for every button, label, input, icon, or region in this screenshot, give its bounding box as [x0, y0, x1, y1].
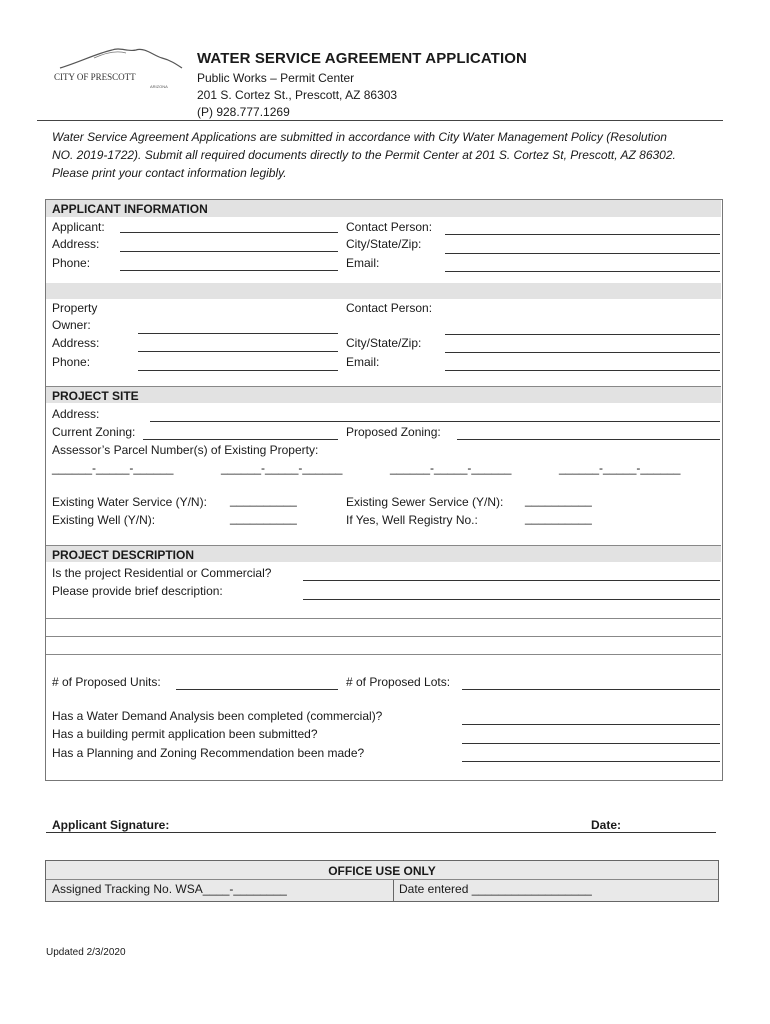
- address-line-2: 201 S. Cortez St., Prescott, AZ 86303: [197, 88, 398, 102]
- owner-property-label: Property: [52, 301, 98, 315]
- existing-well-label: Existing Well (Y/N):: [52, 513, 156, 527]
- applicant-address-label: Address:: [52, 237, 100, 251]
- intro-line-1: Water Service Agreement Applications are submitted in accordance with City Water Management Policy (Resolution: [52, 130, 667, 144]
- proposed-zoning-field[interactable]: [457, 439, 720, 440]
- description-line-2[interactable]: [46, 636, 721, 637]
- description-top-divider: [46, 545, 721, 546]
- site-heading: PROJECT SITE: [52, 389, 139, 403]
- page-title: WATER SERVICE AGREEMENT APPLICATION: [197, 50, 527, 67]
- proposed-lots-field[interactable]: [462, 689, 720, 690]
- intro-text: [52, 128, 722, 182]
- date-label: Date:: [591, 818, 622, 832]
- applicant-contact-label: Contact Person:: [346, 220, 433, 234]
- planning-zoning-question: Has a Planning and Zoning Recommendation been made?: [52, 746, 365, 760]
- owner-contact-field[interactable]: [445, 334, 720, 335]
- proposed-zoning-label: Proposed Zoning:: [346, 425, 441, 439]
- date-entered-field[interactable]: Date entered __________________: [399, 882, 592, 896]
- updated-date: Updated 2/3/2020: [46, 947, 126, 958]
- parcel-label: Assessor’s Parcel Number(s) of Existing Property:: [52, 443, 319, 457]
- city-logo: [50, 44, 185, 90]
- owner-field[interactable]: [138, 333, 338, 334]
- owner-contact-label: Contact Person:: [346, 301, 433, 315]
- planning-zoning-field[interactable]: [462, 761, 720, 762]
- applicant-contact-field[interactable]: [445, 234, 720, 235]
- applicant-email-label: Email:: [346, 256, 380, 270]
- office-use-row: [46, 880, 718, 901]
- site-heading-band: [46, 387, 721, 403]
- intro-line-3: Please print your contact information legibly.: [52, 166, 287, 180]
- owner-city-field[interactable]: [445, 352, 720, 353]
- proposed-units-label: # of Proposed Units:: [52, 675, 161, 689]
- applicant-label: Applicant:: [52, 220, 105, 234]
- well-registry-field[interactable]: __________: [525, 511, 592, 525]
- brief-description-field[interactable]: [303, 599, 720, 600]
- project-type-field[interactable]: [303, 580, 720, 581]
- tracking-number-field[interactable]: Assigned Tracking No. WSA____-________: [52, 882, 287, 896]
- owner-email-label: Email:: [346, 355, 380, 369]
- owner-city-label: City/State/Zip:: [346, 336, 422, 350]
- sewer-service-label: Existing Sewer Service (Y/N):: [346, 495, 504, 509]
- parcel-blank-3[interactable]: ______-_____-______: [390, 461, 512, 475]
- brief-description-label: Please provide brief description:: [52, 584, 223, 598]
- applicant-address-field[interactable]: [120, 251, 338, 252]
- owner-address-field[interactable]: [138, 351, 338, 352]
- parcel-blank-1[interactable]: ______-_____-______: [52, 461, 174, 475]
- applicant-email-field[interactable]: [445, 271, 720, 272]
- owner-phone-field[interactable]: [138, 370, 338, 371]
- description-line-1[interactable]: [46, 618, 721, 619]
- office-use-table: [45, 860, 719, 902]
- mountain-logo-icon: [50, 44, 185, 90]
- header-divider: [37, 120, 723, 121]
- parcel-blank-2[interactable]: ______-_____-______: [221, 461, 343, 475]
- owner-owner-label: Owner:: [52, 318, 91, 332]
- address-line-3: (P) 928.777.1269: [197, 105, 290, 119]
- water-service-label: Existing Water Service (Y/N):: [52, 495, 207, 509]
- applicant-city-field[interactable]: [445, 253, 720, 254]
- owner-email-field[interactable]: [445, 370, 720, 371]
- owner-heading-band: [46, 283, 721, 299]
- logo-subtext: ARIZONA: [150, 84, 168, 89]
- site-address-label: Address:: [52, 407, 100, 421]
- site-address-field[interactable]: [150, 421, 720, 422]
- water-demand-field[interactable]: [462, 724, 720, 725]
- water-demand-question: Has a Water Demand Analysis been completed (commercial)?: [52, 709, 383, 723]
- office-use-heading: OFFICE USE ONLY: [46, 861, 718, 880]
- sewer-service-field[interactable]: __________: [525, 493, 592, 507]
- signature-label: Applicant Signature:: [52, 818, 170, 832]
- water-service-field[interactable]: __________: [230, 493, 297, 507]
- applicant-heading: APPLICANT INFORMATION: [52, 202, 208, 216]
- applicant-field[interactable]: [120, 232, 338, 233]
- signature-line[interactable]: [46, 832, 716, 833]
- intro-line-2: NO. 2019-1722). Submit all required documents directly to the Permit Center at 201 S. Cortez St, Prescott, AZ 86302.: [52, 148, 676, 162]
- current-zoning-label: Current Zoning:: [52, 425, 136, 439]
- building-permit-field[interactable]: [462, 743, 720, 744]
- description-heading: PROJECT DESCRIPTION: [52, 548, 195, 562]
- owner-address-label: Address:: [52, 336, 100, 350]
- proposed-lots-label: # of Proposed Lots:: [346, 675, 451, 689]
- existing-well-field[interactable]: __________: [230, 511, 297, 525]
- description-line-3[interactable]: [46, 654, 721, 655]
- address-line-1: Public Works – Permit Center: [197, 71, 355, 85]
- building-permit-question: Has a building permit application been submitted?: [52, 727, 318, 741]
- owner-phone-label: Phone:: [52, 355, 91, 369]
- current-zoning-field[interactable]: [143, 439, 338, 440]
- parcel-blank-4[interactable]: ______-_____-______: [559, 461, 681, 475]
- applicant-city-label: City/State/Zip:: [346, 237, 422, 251]
- proposed-units-field[interactable]: [176, 689, 338, 690]
- well-registry-label: If Yes, Well Registry No.:: [346, 513, 478, 527]
- applicant-phone-field[interactable]: [120, 270, 338, 271]
- logo-text: CITY OF PRESCOTT: [54, 72, 136, 82]
- applicant-phone-label: Phone:: [52, 256, 91, 270]
- office-cell-divider: [393, 880, 394, 901]
- site-top-divider: [46, 386, 721, 387]
- project-type-label: Is the project Residential or Commercial?: [52, 566, 272, 580]
